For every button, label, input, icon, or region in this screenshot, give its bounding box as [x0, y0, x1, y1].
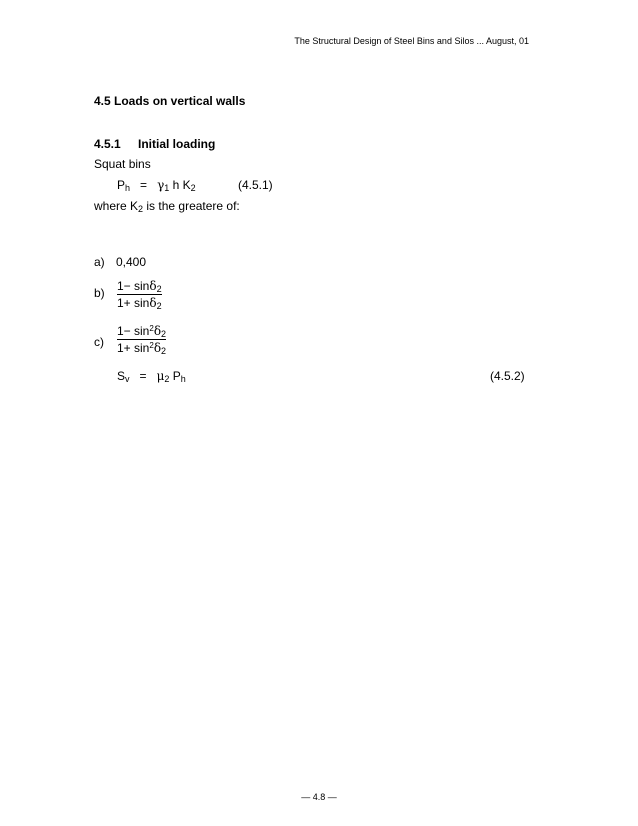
item-a-value: 0,400: [116, 255, 147, 269]
item-b-label: b): [94, 286, 105, 300]
fb-num-delta: δ: [149, 279, 157, 293]
fc-den-pre: 1+ sin: [117, 341, 150, 355]
where-post: is the greatere of:: [143, 199, 240, 213]
fraction-b-numerator: [117, 279, 162, 293]
subsection-title: Initial loading: [138, 137, 216, 151]
eq2-equals: =: [139, 369, 147, 383]
fc-num-pre: 1− sin: [117, 324, 150, 338]
fb-num-sub: 2: [156, 284, 162, 294]
fraction-c: [117, 324, 166, 355]
where-pre: where K: [94, 199, 139, 213]
eq1-h: h: [172, 178, 180, 192]
equation-number-4-5-1: (4.5.1): [238, 178, 273, 192]
item-a-label: a): [94, 255, 105, 269]
eq1-gamma: γ: [157, 178, 165, 192]
fraction-c-denominator: [117, 341, 166, 355]
fraction-b-denominator: [117, 296, 162, 310]
fraction-c-bar: [117, 339, 166, 340]
fb-den-sub: 2: [156, 301, 162, 311]
fc-den-sub: 2: [161, 346, 167, 356]
fb-num-pre: 1− sin: [117, 279, 150, 293]
fraction-b-bar: [117, 294, 162, 295]
fraction-c-numerator: [117, 324, 166, 338]
fc-num-sub: 2: [161, 329, 167, 339]
eq2-lhs-sub: v: [125, 374, 130, 384]
eq1-lhs-sub: h: [125, 183, 131, 193]
section-heading: 4.5 Loads on vertical walls: [94, 94, 246, 108]
fraction-b: [117, 279, 162, 310]
where-text: [94, 199, 240, 213]
page-number: — 4.8 —: [301, 792, 337, 802]
running-head: The Structural Design of Steel Bins and Silos ... August, 01: [294, 36, 529, 46]
eq1-k: K: [182, 178, 191, 192]
equation-4-5-1: [117, 178, 196, 192]
squat-bins-text: Squat bins: [94, 157, 151, 171]
eq1-gamma-sub: 1: [164, 183, 170, 193]
eq1-equals: =: [140, 178, 148, 192]
fb-den-pre: 1+ sin: [117, 296, 150, 310]
eq2-p: P: [172, 369, 181, 383]
eq2-lhs: S: [117, 369, 126, 383]
eq2-p-sub: h: [180, 374, 186, 384]
equation-number-4-5-2: (4.5.2): [490, 369, 525, 383]
item-c-label: c): [94, 335, 104, 349]
fc-den-sup: 2: [149, 341, 154, 350]
eq1-k-sub: 2: [190, 183, 196, 193]
fc-num-sup: 2: [149, 324, 154, 333]
subsection-number: 4.5.1: [94, 137, 121, 151]
eq2-mu-sub: 2: [164, 374, 170, 384]
eq2-mu: μ: [156, 369, 165, 383]
eq1-lhs: P: [117, 178, 126, 192]
where-sub: 2: [138, 204, 144, 214]
fb-den-delta: δ: [149, 296, 157, 310]
fc-den-delta: δ: [153, 341, 162, 355]
equation-4-5-2: [117, 369, 186, 383]
fc-num-delta: δ: [153, 324, 162, 338]
